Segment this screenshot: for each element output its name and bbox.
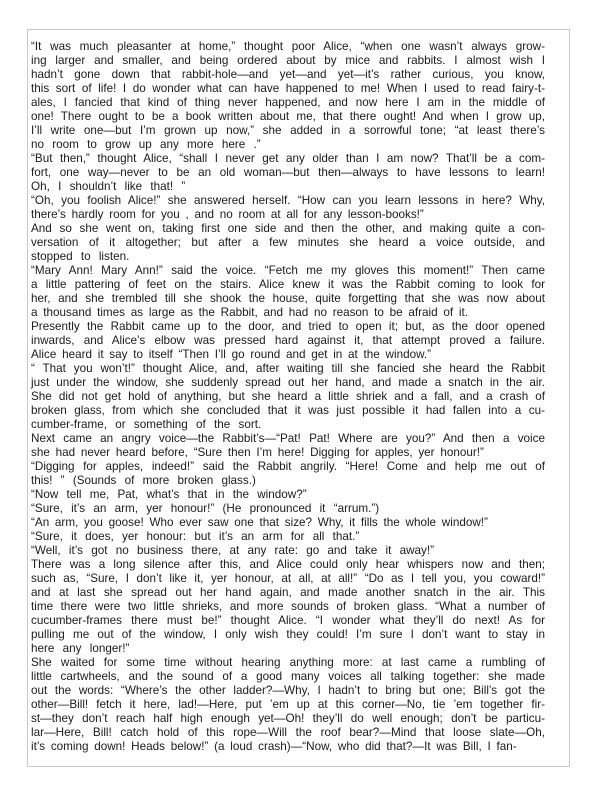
text-line: broken glass, from which she concluded that it was just possible it had fallen into a cu-: [31, 404, 545, 417]
text-line: she had never heard before, “Sure then I’m here! Digging for apples, yer honour!”: [31, 446, 484, 459]
text-line: “Oh, you foolish Alice!” she answered herself. “How can you learn lessons in here? Why,: [31, 194, 545, 207]
text-line: other—Bill! fetch it here, lad!—Here, put ’em up at this corner—No, tie ’em together fir-: [31, 698, 545, 711]
text-line: it’s coming down! Heads below!” (a loud crash)—“Now, who did that?—It was Bill, I fan-: [31, 740, 517, 753]
text-line: hadn’t gone down that rabbit-hole—and yet—and yet—it’s rather curious, you know,: [31, 68, 545, 81]
text-line: ing larger and smaller, and being ordered about by mice and rabbits. I almost wish I: [31, 54, 545, 67]
text-line: “Sure, it does, yer honour: but it’s an arm for all that.”: [31, 530, 360, 543]
text-line: her, and she trembled till she shook the house, quite forgetting that she was now about: [31, 292, 545, 305]
text-line: st—they don’t reach half high enough yet—Oh! they’ll do well enough; don’t be particu-: [31, 712, 545, 725]
text-line: “An arm, you goose! Who ever saw one that size? Why, it fills the whole window!”: [31, 516, 488, 529]
text-line: stopped to listen.: [31, 250, 130, 263]
text-line: Alice heard it say to itself “Then I’ll go round and get in at the window.”: [31, 348, 432, 361]
text-line: and at last she spread out her hand again, and made another snatch in the air. This: [31, 586, 545, 599]
text-line: lar—Here, Bill! catch hold of this rope—Will the roof bear?—Mind that loose slate—Oh,: [31, 726, 545, 739]
text-line: out the words: “Where’s the other ladder?—Why, I hadn’t to bring but one; Bill’s got the: [31, 684, 545, 697]
text-line: “But then,” thought Alice, “shall I never get any older than I am now? That’ll be a com-: [31, 152, 545, 165]
text-line: cumber-frame, or something of the sort.: [31, 418, 262, 431]
text-line: versation of it altogether; but after a few minutes she heard a voice outside, and: [31, 236, 545, 249]
text-line: I’ll write one—but I’m grown up now,” she added in a sorrowful tone; “at least there’s: [31, 124, 545, 137]
text-line: ales, I fancied that kind of thing never happened, and now here I am in the middle of: [31, 96, 545, 109]
text-line: such as, “Sure, I don’t like it, yer honour, at all, at all!” “Do as I tell you, you coward!”: [31, 572, 545, 585]
text-line: “ That you won’t!” thought Alice, and, after waiting till she fancied she heard the Rabbit: [31, 362, 545, 375]
text-line: Presently the Rabbit came up to the door, and tried to open it; but, as the door opened: [31, 320, 545, 333]
text-line: Oh, I shouldn’t like that! ”: [31, 180, 186, 193]
text-line: Next came an angry voice—the Rabbit’s—“Pat! Pat! Where are you?” And then a voice: [31, 432, 545, 445]
text-line: fort, one way—never to be an old woman—but then—always to have lessons to learn!: [31, 166, 545, 179]
text-line: cucumber-frames there must be!” thought Alice. “I wonder what they’ll do next! As for: [31, 614, 545, 627]
text-line: a thousand times as large as the Rabbit, and had no reason to be afraid of it.: [31, 306, 468, 319]
text-line: “Sure, it’s an arm, yer honour!” (He pronounced it “arrum.”): [31, 502, 380, 515]
text-line: here any longer!”: [31, 642, 130, 655]
text-frame: [27, 29, 570, 767]
text-line: time there were two little shrieks, and more sounds of broken glass. “What a number of: [31, 600, 545, 613]
text-content: [31, 40, 545, 754]
text-line: pulling me out of the window, I only wish they could! I’m sure I don’t want to stay in: [31, 628, 545, 641]
text-line: And so she went on, taking first one side and then the other, and making quite a con-: [31, 222, 545, 235]
text-line: just under the window, she suddenly spread out her hand, and made a snatch in the air.: [31, 376, 545, 389]
text-line: one! There ought to be a book written about me, that there ought! And when I grow up,: [31, 110, 545, 123]
text-line: “Mary Ann! Mary Ann!” said the voice. “Fetch me my gloves this moment!” Then came: [31, 264, 545, 277]
text-line: There was a long silence after this, and Alice could only hear whispers now and then;: [31, 558, 545, 571]
text-line: “Well, it’s got no business there, at any rate: go and take it away!”: [31, 544, 435, 557]
text-line: little cartwheels, and the sound of a good many voices all talking together: she made: [31, 670, 545, 683]
text-line: She waited for some time without hearing anything more: at last came a rumbling of: [31, 656, 545, 669]
text-line: “Digging for apples, indeed!” said the Rabbit angrily. “Here! Come and help me out of: [31, 460, 545, 473]
text-line: no room to grow up any more here .”: [31, 138, 261, 151]
text-line: this! ” (Sounds of more broken glass.): [31, 474, 256, 487]
text-line: “It was much pleasanter at home,” thought poor Alice, “when one wasn’t always grow-: [31, 40, 545, 53]
text-line: a little pattering of feet on the stairs. Alice knew it was the Rabbit coming to look for: [31, 278, 545, 291]
text-line: this sort of life! I do wonder what can have happened to me! When I used to read fairy-t-: [31, 82, 545, 95]
text-line: there’s hardly room for you , and no room at all for any lesson-books!”: [31, 208, 424, 221]
text-line: inwards, and Alice’s elbow was pressed hard against it, that attempt proved a failure.: [31, 334, 545, 347]
text-line: She did not get hold of anything, but she heard a little shriek and a fall, and a crash of: [31, 390, 545, 403]
text-line: “Now tell me, Pat, what’s that in the window?”: [31, 488, 307, 501]
